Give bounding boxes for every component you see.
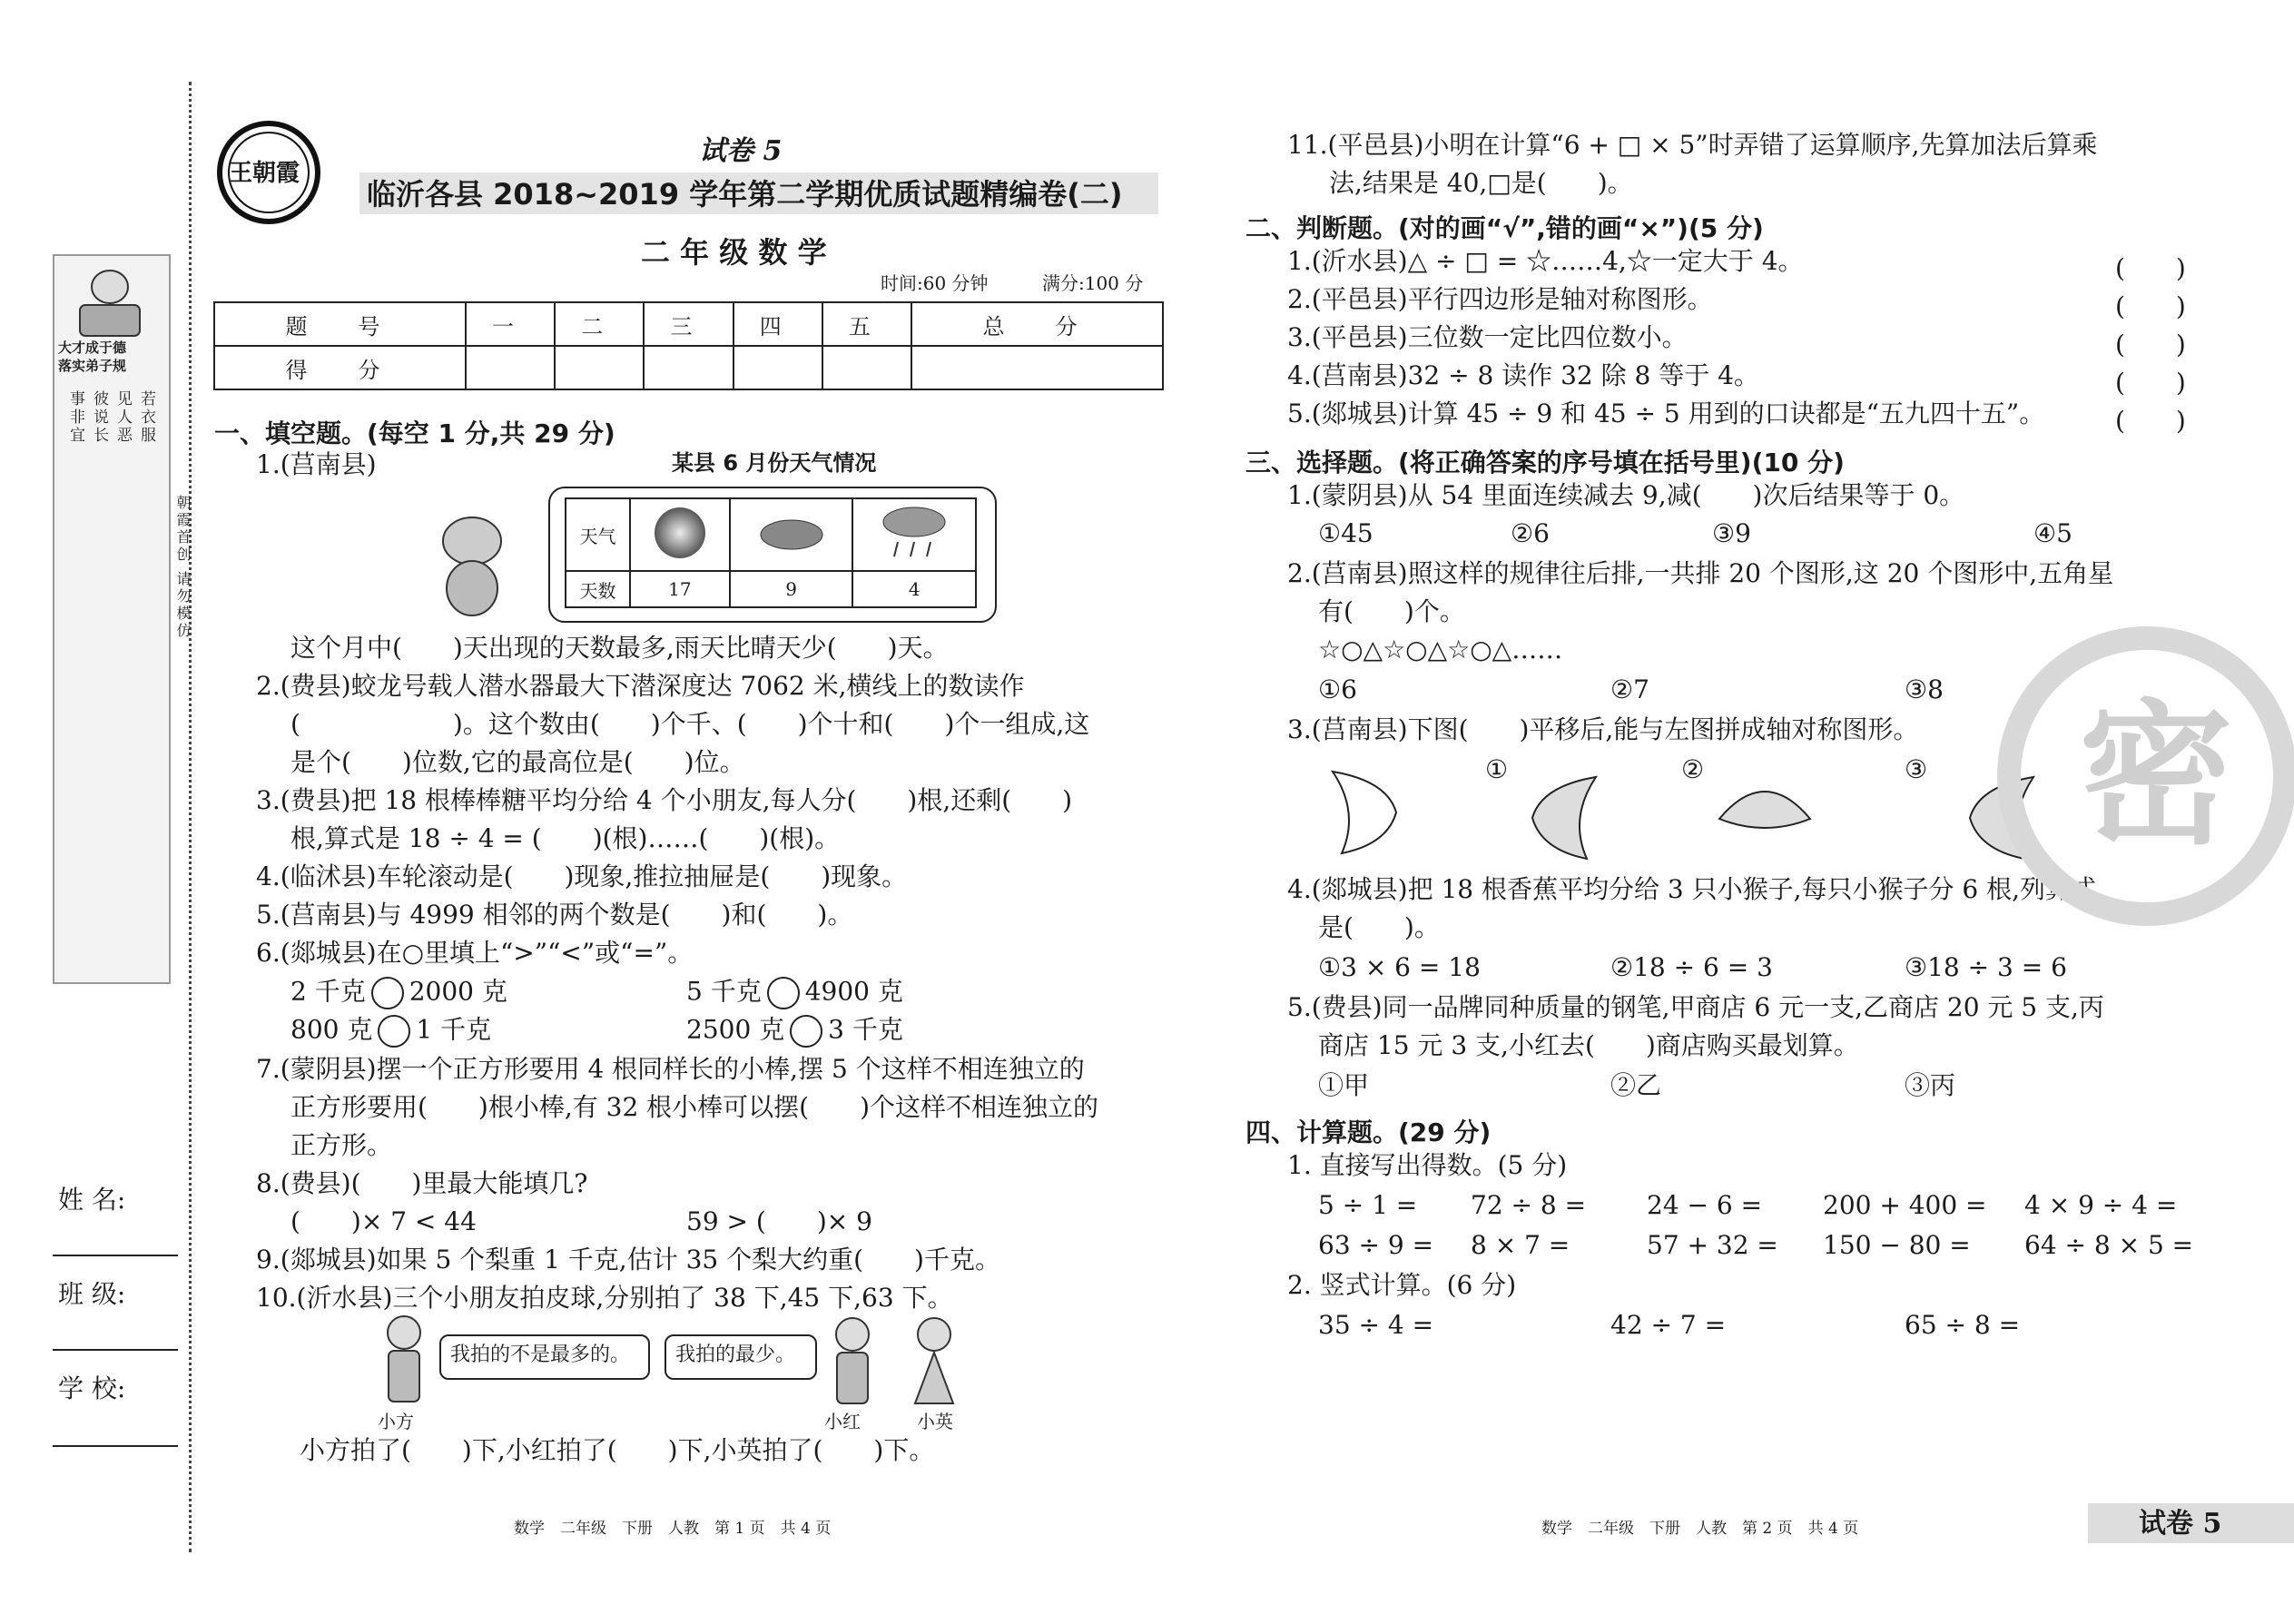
footer-right: 数学 二年级 下册 人教 第 2 页 共 4 页 [1541,1520,1859,1538]
section-4-title: 四、计算题。(29 分) [1245,1117,1492,1147]
q8a: ( )× 7 < 44 [290,1206,477,1236]
compare-circle[interactable] [767,977,800,1009]
compare-circle[interactable] [378,1015,410,1048]
kid-3-name: 小英 [917,1411,953,1432]
judge-4-answer[interactable]: ( ) [2115,368,2186,398]
judge-1: 1.(沂水县)△ ÷ □ = ☆……4,☆一定大于 4。 [1287,246,1804,276]
judge-2: 2.(平邑县)平行四边形是轴对称图形。 [1287,284,1713,314]
rainy-icon [852,498,976,571]
q8b: 59 > ( )× 9 [686,1206,872,1236]
q6c-left: 800 克 [290,1014,373,1045]
class-field[interactable] [53,1349,178,1351]
calc-2-item-1: 35 ÷ 4 = [1318,1310,1434,1340]
score-table-score-row [214,346,1163,389]
weather-chart-title: 某县 6 月份天气情况 [672,450,877,476]
calc-2-title: 2. 竖式计算。(6 分) [1287,1270,1517,1300]
q3-line-2: 根,算式是 18 ÷ 4 = ( )(根)……( )(根)。 [290,823,841,853]
compare-circle[interactable] [790,1015,822,1048]
q7-line-2: 正方形要用( )根小棒,有 32 根小棒可以摆( )个这样不相连独立的 [290,1092,1099,1122]
q11-line-1: 11.(平邑县)小明在计算“6 + □ × 5”时弄错了运算顺序,先算加法后算乘 [1287,130,2098,160]
cloudy-icon [730,498,853,571]
choice-2-line-2: 有( )个。 [1318,596,1465,626]
sidebar-poem-2: 见人恶 [113,390,132,445]
q1-text: 这个月中( )天出现的天数最多,雨天比晴天少( )天。 [290,633,949,663]
choice-5-option-3: ③丙 [1905,1070,1956,1100]
butterfly-left [1324,763,1405,862]
name-label: 姓 名: [58,1185,126,1215]
q6b [686,977,903,1009]
compare-circle[interactable] [371,977,404,1009]
choice-1-option-2: ②6 [1511,518,1550,548]
choice-4-option-3: ③18 ÷ 3 = 6 [1905,952,2067,982]
choice-5-line-2: 商店 15 元 3 支,小红去( )商店购买最划算。 [1318,1030,1859,1060]
footer-left: 数学 二年级 下册 人教 第 1 页 共 4 页 [514,1520,832,1538]
q6b-right: 4900 克 [804,976,903,1007]
q6: 6.(郯城县)在○里填上“>”“<”或“=”。 [256,938,694,968]
time-limit: 时间:60 分钟 [881,272,989,294]
q9: 9.(郯城县)如果 5 个梨重 1 千克,估计 35 个梨大约重( )千克。 [256,1245,1000,1275]
choice-1-option-1: ①45 [1318,518,1373,548]
judge-5-answer[interactable]: ( ) [2115,406,2186,436]
days-row-header: 天数 [566,571,630,607]
calc-1-row1-2: 72 ÷ 8 = [1471,1190,1587,1220]
judge-5: 5.(郯城县)计算 45 ÷ 9 和 45 ÷ 5 用到的口诀都是“五九四十五”。 [1287,399,2045,428]
choice-1-option-4: ④5 [2033,518,2072,548]
choice-5-line-1: 5.(费县)同一品牌同种质量的钢笔,甲商店 6 元一支,乙商店 20 元 5 支,丙 [1287,992,2104,1022]
calc-2-item-3: 65 ÷ 8 = [1905,1310,2021,1340]
q1-label: 1.(莒南县) [256,449,377,479]
choice-3-option-1: ① [1485,754,1509,784]
q7-line-3: 正方形。 [290,1130,393,1160]
sidebar-motto-2: 落实弟子规 [58,358,127,374]
calc-1-row1-4: 200 + 400 = [1823,1190,1987,1220]
score-cell: 二 [555,302,644,346]
calc-1-row2-2: 8 × 7 = [1471,1230,1570,1260]
judge-3-answer[interactable]: ( ) [2115,330,2186,359]
choice-1: 1.(蒙阴县)从 54 里面连续减去 9,减( )次后结果等于 0。 [1287,480,1965,510]
score-input-cell[interactable] [466,346,555,389]
sidebar-poem-4: 事非宜 [66,390,84,445]
kid-2-name: 小红 [824,1411,861,1432]
score-cell: 总 分 [911,302,1163,346]
q2-line-3: 是个( )位数,它的最高位是( )位。 [290,747,745,777]
butterfly-option-1 [1514,768,1605,868]
days-sunny: 17 [630,571,730,607]
judge-4: 4.(莒南县)32 ÷ 8 读作 32 除 8 等于 4。 [1287,360,1759,390]
choice-1-option-3: ③9 [1712,518,1751,548]
choice-4-option-1: ①3 × 6 = 18 [1318,952,1481,982]
section-3-title: 三、选择题。(将正确答案的序号填在括号里)(10 分) [1245,448,1845,477]
judge-2-answer[interactable]: ( ) [2115,291,2186,321]
sidebar-vertical-notice: 朝霞首创 请勿模仿 [174,495,192,641]
class-label: 班 级: [58,1279,126,1309]
footer-badge: 试卷 5 [2139,1508,2222,1540]
choice-3-option-2: ② [1681,754,1705,784]
score-cell: 四 [733,302,822,346]
exam-title: 临沂各县 2018~2019 学年第二学期优质试题精编卷(二) [367,177,1123,212]
q6a-left: 2 千克 [290,976,366,1007]
score-input-cell[interactable] [733,346,822,389]
score-table-header-row [214,302,1163,346]
judge-1-answer[interactable]: ( ) [2115,253,2186,283]
sidebar-motto-1: 大才成于德 [58,340,127,356]
confidential-stamp-text: 密 [2079,686,2234,866]
score-cell: 一 [466,302,555,346]
q11-line-2: 法,结果是 40,□是( )。 [1329,168,1633,198]
q6c-right: 1 千克 [416,1014,492,1045]
score-cell: 三 [644,302,733,346]
choice-3: 3.(莒南县)下图( )平移后,能与左图拼成轴对称图形。 [1287,714,1919,744]
school-field[interactable] [53,1445,178,1447]
score-input-cell[interactable] [644,346,733,389]
q10: 10.(沂水县)三个小朋友拍皮球,分别拍了 38 下,45 下,63 下。 [256,1283,953,1313]
calc-1-row2-3: 57 + 32 = [1647,1230,1778,1260]
sidebar-poem-3: 彼说长 [90,390,108,445]
weather-row-header: 天气 [566,498,630,571]
choice-4-line-1: 4.(郯城县)把 18 根香蕉平均分给 3 只小猴子,每只小猴子分 6 根,列算式 [1287,874,2097,904]
choice-4-line-2: 是( )。 [1318,912,1440,942]
kid-xiaoying-illustration [902,1314,966,1414]
calc-1-row1-5: 4 × 9 ÷ 4 = [2024,1190,2178,1220]
q6a [290,977,507,1009]
sunny-icon [630,498,730,571]
bubble-1-text: 我拍的不是最多的。 [450,1343,631,1366]
choice-2-option-2: ②7 [1610,674,1649,704]
q3-line-1: 3.(费县)把 18 根棒棒糖平均分给 4 个小朋友,每人分( )根,还剩( ) [256,785,1073,815]
calc-1-row1-3: 24 − 6 = [1647,1190,1763,1220]
q2-line-2: ( )。这个数由( )个千、( )个十和( )个一组成,这 [290,709,1090,739]
name-field[interactable] [53,1255,178,1256]
section-2-title: 二、判断题。(对的画“√”,错的画“×”)(5 分) [1245,213,1764,243]
q8: 8.(费县)( )里最大能填几? [256,1168,588,1198]
score-input-cell[interactable] [555,346,644,389]
choice-5-option-1: ①甲 [1318,1070,1370,1100]
days-rainy: 4 [852,571,976,607]
weather-table [565,497,977,608]
calc-2-item-2: 42 ÷ 7 = [1610,1310,1727,1340]
q6d [686,1015,903,1048]
days-cloudy: 9 [730,571,853,607]
score-cell: 题 号 [214,302,466,346]
choice-3-option-3: ③ [1905,754,1928,784]
q6b-left: 5 千克 [686,976,762,1007]
score-table [213,301,1164,390]
q2-line-1: 2.(费县)蛟龙号载人潜水器最大下潜深度达 7062 米,横线上的数读作 [256,671,1025,701]
calc-1-row2-5: 64 ÷ 8 × 5 = [2024,1230,2194,1260]
full-score: 满分:100 分 [1042,272,1144,294]
choice-2-option-3: ③8 [1905,674,1944,704]
scholar-illustration [60,260,160,341]
butterfly-option-2 [1710,773,1819,864]
score-input-cell[interactable] [822,346,911,389]
q10-answer: 小方拍了( )下,小红拍了( )下,小英拍了( )下。 [300,1435,935,1465]
calc-1-title: 1. 直接写出得数。(5 分) [1287,1150,1568,1180]
section-1-title: 一、填空题。(每空 1 分,共 29 分) [214,418,615,448]
kid-xiaohong-illustration [821,1314,884,1414]
judge-3: 3.(平邑县)三位数一定比四位数小。 [1287,322,1688,352]
calc-1-row2-4: 150 − 80 = [1823,1230,1971,1260]
q6a-right: 2000 克 [409,976,507,1007]
brand-logo-text: 王朝霞 [229,160,300,187]
choice-4-option-2: ②18 ÷ 6 = 3 [1610,952,1773,982]
fold-line [189,82,192,1552]
choice-2-sequence: ☆○△☆○△☆○△…… [1318,635,1563,664]
series-label: 试卷 5 [699,135,783,167]
q7-line-1: 7.(蒙阴县)摆一个正方形要用 4 根同样长的小棒,摆 5 个这样不相连独立的 [256,1054,1085,1084]
q6d-right: 3 千克 [828,1014,903,1045]
q6d-left: 2500 克 [686,1014,785,1045]
q6c [290,1015,491,1048]
kid-xiaofang-illustration [372,1313,436,1412]
choice-2-option-1: ①6 [1318,674,1357,704]
calc-1-row2-1: 63 ÷ 9 = [1318,1230,1434,1260]
frog-illustration [427,505,517,623]
kid-1-name: 小方 [378,1411,414,1432]
score-cell: 五 [822,302,911,346]
calc-1-row1-1: 5 ÷ 1 = [1318,1190,1418,1220]
sidebar-poem-1: 若衣服 [137,390,155,445]
choice-2-line-1: 2.(莒南县)照这样的规律往后排,一共排 20 个图形,这 20 个图形中,五角星 [1287,558,2114,588]
q4: 4.(临沭县)车轮滚动是( )现象,推拉抽屉是( )现象。 [256,861,908,891]
school-label: 学 校: [58,1373,126,1403]
choice-5-option-2: ②乙 [1610,1070,1662,1100]
bubble-2-text: 我拍的最少。 [675,1343,796,1366]
subject-title: 二 年 级 数 学 [641,235,827,270]
q5: 5.(莒南县)与 4999 相邻的两个数是( )和( )。 [256,900,853,930]
score-input-cell[interactable] [911,346,1163,389]
score-cell: 得 分 [214,346,466,389]
